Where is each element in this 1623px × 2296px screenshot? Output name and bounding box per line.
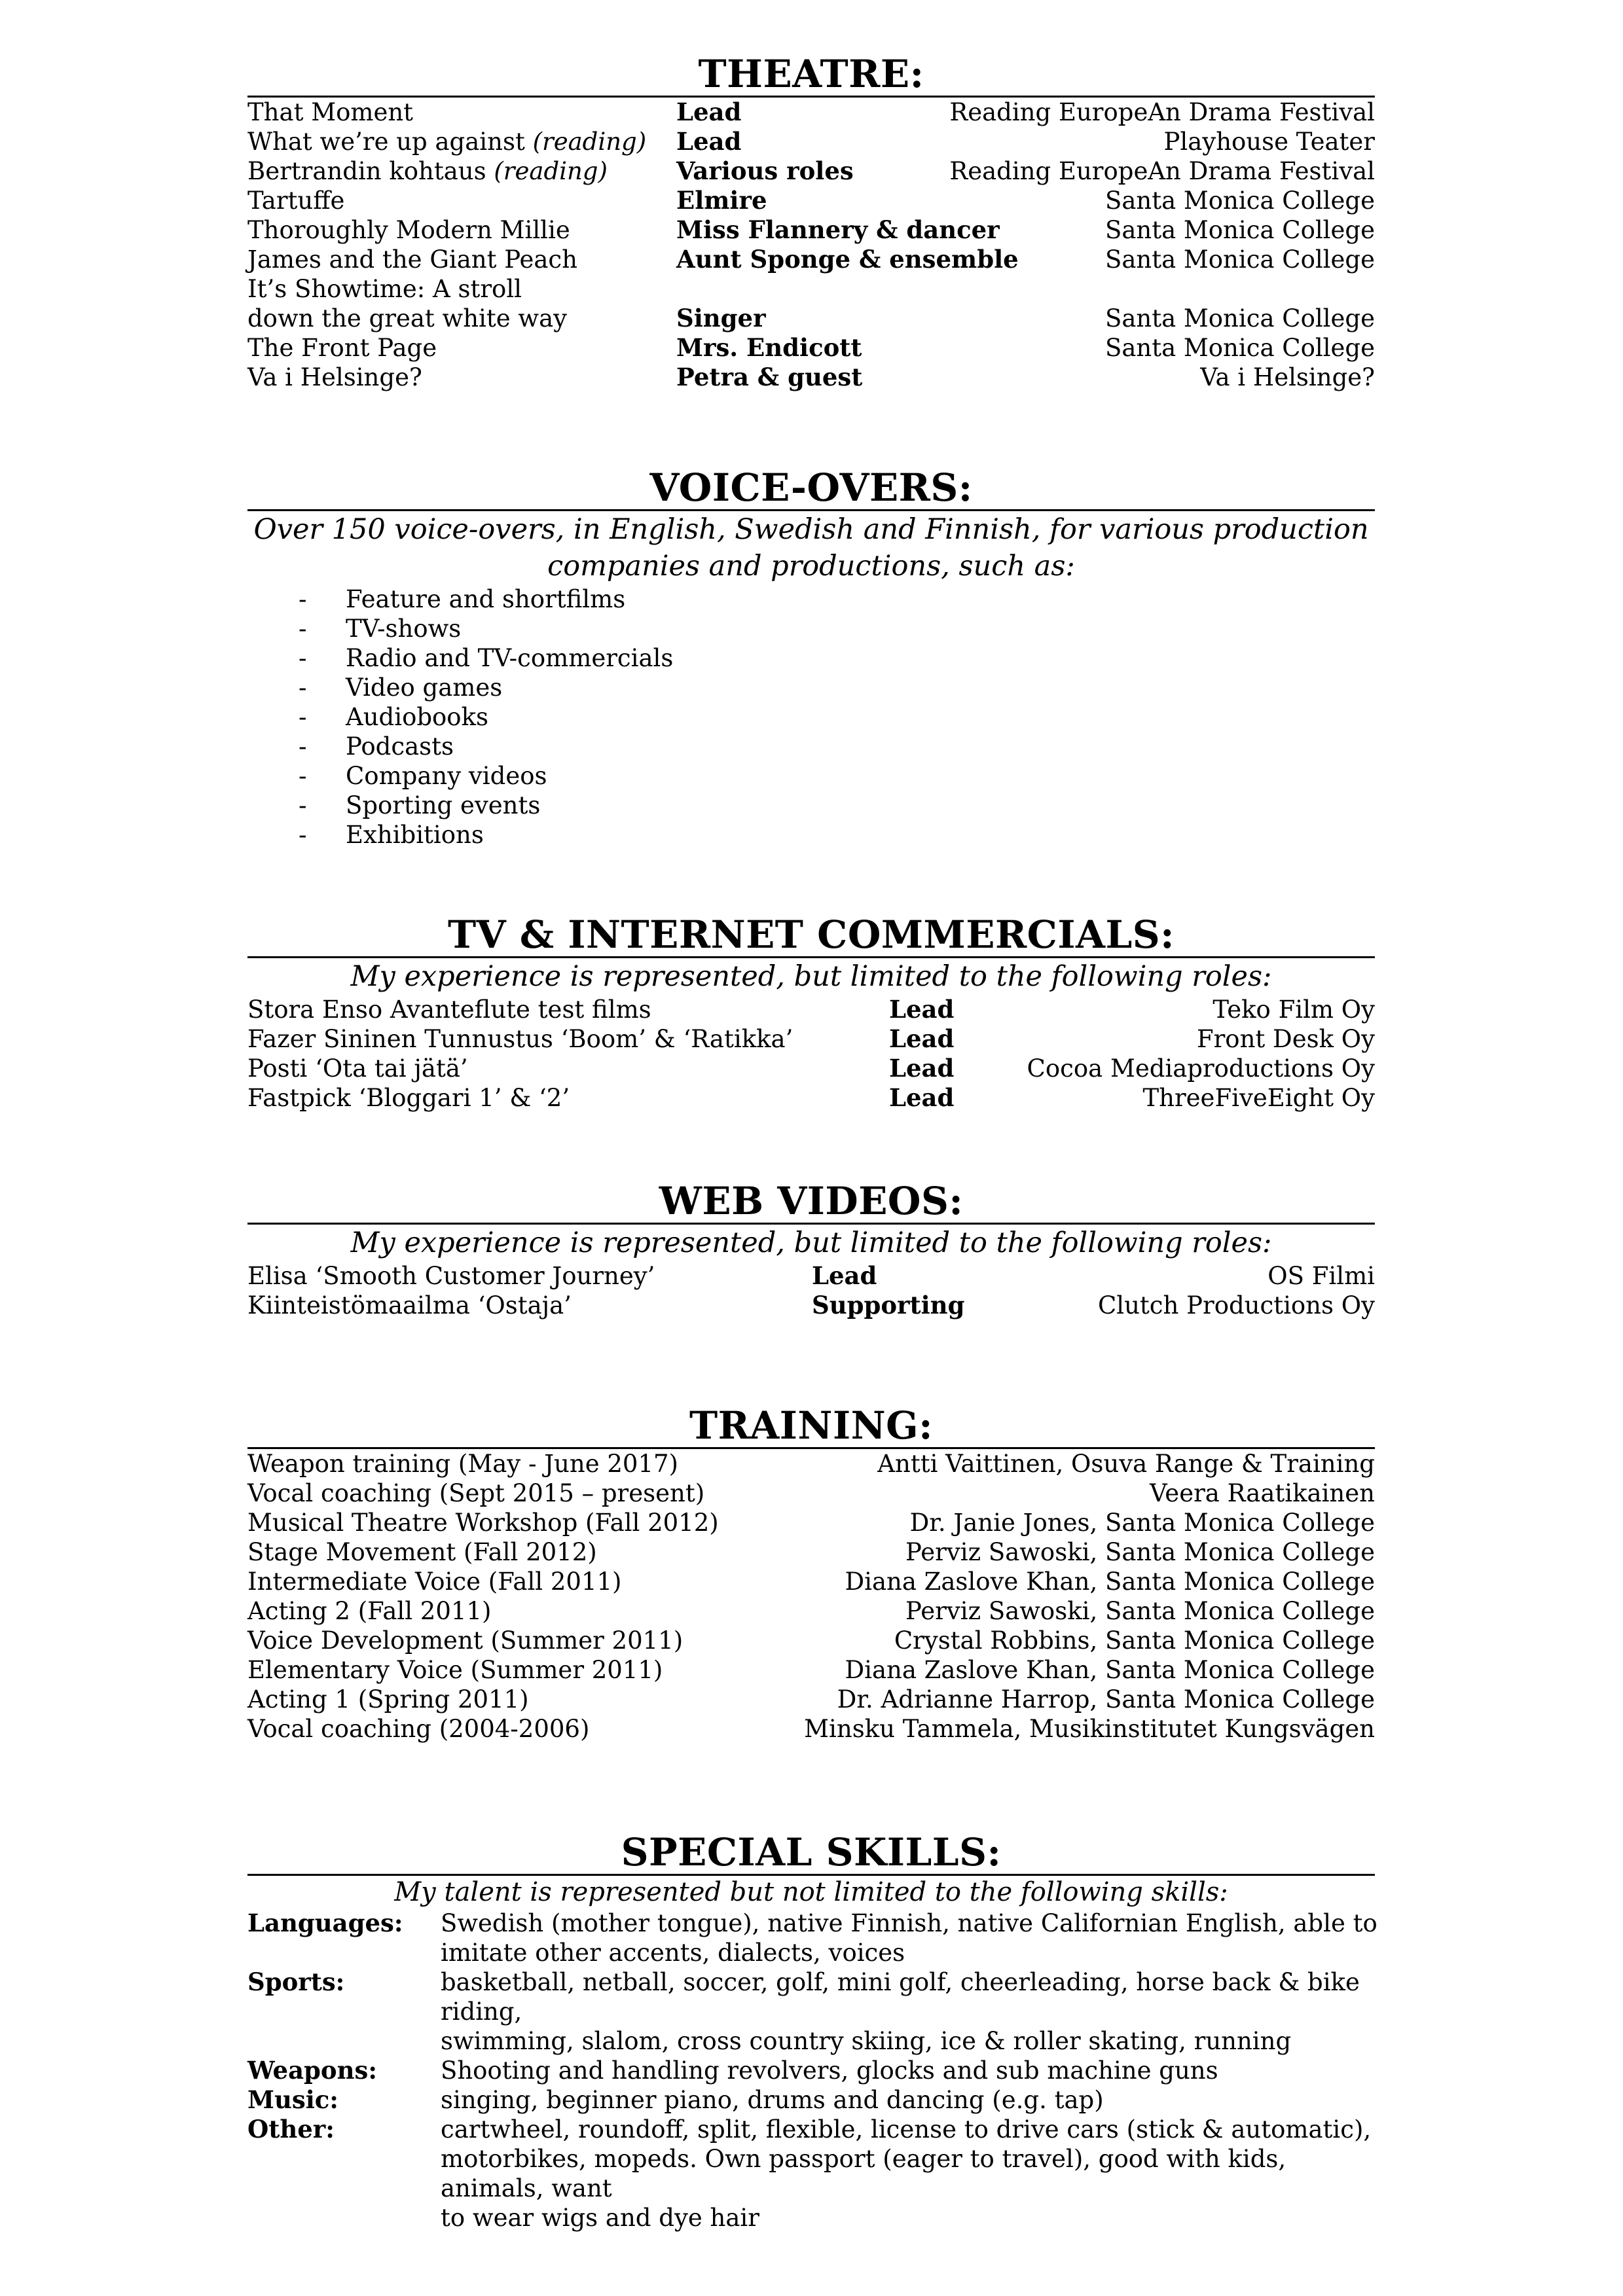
skill-row (247, 2056, 1375, 2085)
role: Lead (676, 98, 742, 126)
commercial-row (247, 995, 1375, 1024)
venue: Santa Monica College (1104, 245, 1375, 274)
teacher: Minsku Tammela, Musikinstitutet Kungsvägen (804, 1715, 1375, 1743)
bullet-dash: - (299, 585, 307, 613)
teacher: Dr. Adrianne Harrop, Santa Monica College (837, 1685, 1375, 1713)
role: Lead (889, 1054, 955, 1083)
role: Petra & guest (676, 363, 863, 391)
venue: Reading EuropeAn Drama Festival (949, 98, 1375, 126)
theatre-row (247, 333, 1375, 363)
skill-value: Shooting and handling revolvers, glocks and sub machine guns (441, 2056, 1218, 2085)
teacher: Veera Raatikainen (1149, 1479, 1375, 1507)
teacher: Diana Zaslove Khan, Santa Monica College (845, 1568, 1375, 1596)
role: Singer (676, 304, 766, 332)
training-row (247, 1508, 1375, 1537)
skill-label: Weapons: (247, 2056, 377, 2085)
course: Vocal coaching (2004-2006) (247, 1715, 590, 1743)
production-title: Fastpick ‘Bloggari 1’ & ‘2’ (247, 1084, 570, 1112)
role: Lead (889, 995, 955, 1024)
webvideo-row (247, 1291, 1375, 1320)
skill-value: cartwheel, roundoff, split, flexible, license to drive cars (stick & automatic), motorbikes, mopeds. Own passport (eager to travel), good with kids, animals, want to wear wigs and dye hair (441, 2115, 1372, 2232)
list-item: - Sporting events (299, 791, 541, 819)
webvideo-row (247, 1261, 1375, 1291)
production-title: What we’re up against (reading) (247, 128, 647, 156)
theatre-row (247, 186, 1375, 215)
bullet-dash: - (299, 644, 307, 672)
role: Lead (812, 1261, 877, 1290)
list-item: - TV-shows (299, 615, 462, 643)
theatre-list (247, 98, 1375, 392)
role: Elmire (676, 186, 767, 215)
webvideos-section (247, 1179, 1375, 1320)
section-intro (247, 511, 1375, 584)
training-row (247, 1537, 1375, 1567)
commercial-row (247, 1024, 1375, 1054)
list-item: - Feature and shortfilms (299, 585, 626, 613)
teacher: Perviz Sawoski, Santa Monica College (905, 1538, 1375, 1566)
list-item: - Exhibitions (299, 821, 484, 849)
skill-row (247, 2115, 1375, 2233)
company: Teko Film Oy (1213, 996, 1375, 1024)
theatre-section (247, 52, 1375, 392)
list-item: - Audiobooks (299, 703, 488, 731)
theatre-row (247, 98, 1375, 127)
bullet-dash: - (299, 615, 307, 643)
role: Various roles (676, 156, 854, 185)
training-row (247, 1449, 1375, 1479)
commercial-row (247, 1054, 1375, 1083)
bullet-dash: - (299, 762, 307, 790)
teacher: Crystal Robbins, Santa Monica College (894, 1626, 1375, 1655)
venue: Playhouse Teater (1163, 128, 1375, 156)
course: Acting 2 (Fall 2011) (247, 1597, 492, 1625)
skill-row (247, 2085, 1375, 2115)
theatre-row (247, 215, 1375, 245)
teacher: Diana Zaslove Khan, Santa Monica College (845, 1656, 1375, 1684)
production-title: Thoroughly Modern Millie (247, 216, 570, 244)
intro-line: Over 150 voice-overs, in English, Swedish and Finnish, for various production (253, 513, 1369, 546)
title-note: (reading) (494, 157, 608, 185)
theatre-row (247, 127, 1375, 156)
section-heading: VOICE-OVERS: (247, 466, 1375, 511)
training-row (247, 1714, 1375, 1744)
commercials-section (247, 913, 1375, 1113)
commercial-row (247, 1083, 1375, 1113)
production-title: The Front Page (247, 334, 437, 362)
course: Voice Development (Summer 2011) (247, 1626, 684, 1655)
venue: Va i Helsinge? (1200, 363, 1375, 391)
theatre-row (247, 363, 1375, 392)
skill-label: Other: (247, 2115, 335, 2144)
training-row (247, 1626, 1375, 1655)
section-intro: My experience is represented, but limited to the following roles: (350, 960, 1272, 993)
section-heading: TRAINING: (247, 1404, 1375, 1449)
production-title: Va i Helsinge? (247, 363, 422, 391)
skill-row (247, 1967, 1375, 2056)
production-title: Tartuffe (247, 187, 345, 215)
training-row (247, 1655, 1375, 1685)
production-title: Bertrandin kohtaus (reading) (247, 157, 608, 185)
teacher: Dr. Janie Jones, Santa Monica College (909, 1509, 1375, 1537)
teacher: Antti Vaittinen, Osuva Range & Training (877, 1450, 1375, 1478)
skill-value: singing, beginner piano, drums and dancing (e.g. tap) (441, 2086, 1104, 2114)
production-title: Stora Enso Avanteflute test films (247, 996, 651, 1024)
role: Lead (889, 1024, 955, 1053)
list-item: - Company videos (299, 762, 547, 790)
intro-line: companies and productions, such as: (547, 550, 1075, 583)
venue: Santa Monica College (1104, 216, 1375, 244)
bullet-dash: - (299, 732, 307, 761)
bullet-dash: - (299, 791, 307, 819)
list-item: - Podcasts (299, 732, 454, 761)
role: Miss Flannery & dancer (676, 215, 1000, 244)
course: Musical Theatre Workshop (Fall 2012) (247, 1509, 719, 1537)
course: Intermediate Voice (Fall 2011) (247, 1568, 622, 1596)
role: Lead (889, 1083, 955, 1112)
bullet-dash: - (299, 703, 307, 731)
title-note: (reading) (532, 128, 647, 156)
list-item: - Video games (299, 673, 503, 702)
training-section (247, 1404, 1375, 1744)
venue: Santa Monica College (1104, 334, 1375, 362)
venue: Santa Monica College (1104, 187, 1375, 215)
venue: Reading EuropeAn Drama Festival (949, 157, 1375, 185)
skill-value: Swedish (mother tongue), native Finnish, native Californian English, able to imitate other accents, dialects, voices (441, 1909, 1377, 1967)
role: Aunt Sponge & ensemble (676, 245, 1019, 274)
production-title: It’s Showtime: A stroll (247, 275, 522, 303)
section-heading: SPECIAL SKILLS: (247, 1831, 1375, 1876)
training-row (247, 1685, 1375, 1714)
bullet-dash: - (299, 673, 307, 702)
production-title: James and the Giant Peach (247, 245, 577, 274)
skill-row (247, 1909, 1375, 1967)
skill-label: Languages: (247, 1909, 403, 1937)
theatre-row (247, 156, 1375, 186)
company: Clutch Productions Oy (1097, 1291, 1375, 1319)
section-heading: WEB VIDEOS: (247, 1179, 1375, 1225)
production-title: Kiinteistömaailma ‘Ostaja’ (247, 1291, 572, 1319)
section-intro: My talent is represented but not limited to the following skills: (394, 1877, 1228, 1907)
company: OS Filmi (1267, 1262, 1375, 1290)
production-title: Fazer Sininen Tunnustus ‘Boom’ & ‘Ratikka’ (247, 1025, 793, 1053)
section-heading: THEATRE: (247, 52, 1375, 98)
skill-label: Sports: (247, 1967, 345, 1996)
theatre-row (247, 274, 1375, 304)
company: Front Desk Oy (1196, 1025, 1375, 1053)
theatre-row (247, 304, 1375, 333)
training-row (247, 1596, 1375, 1626)
skills-section (247, 1831, 1375, 2233)
training-row (247, 1479, 1375, 1508)
role: Lead (676, 127, 742, 156)
bullet-dash: - (299, 821, 307, 849)
training-row (247, 1567, 1375, 1596)
production-title: Posti ‘Ota tai jätä’ (247, 1054, 468, 1083)
skill-label: Music: (247, 2085, 338, 2114)
section-heading: TV & INTERNET COMMERCIALS: (247, 913, 1375, 958)
role: Supporting (812, 1291, 965, 1319)
teacher: Perviz Sawoski, Santa Monica College (905, 1597, 1375, 1625)
course: Vocal coaching (Sept 2015 – present) (247, 1479, 705, 1507)
company: ThreeFiveEight Oy (1142, 1084, 1375, 1112)
production-title: Elisa ‘Smooth Customer Journey’ (247, 1262, 655, 1290)
course: Elementary Voice (Summer 2011) (247, 1656, 663, 1684)
section-intro: My experience is represented, but limited to the following roles: (350, 1227, 1272, 1259)
role: Mrs. Endicott (676, 333, 862, 362)
course: Stage Movement (Fall 2012) (247, 1538, 597, 1566)
list-item: - Radio and TV-commercials (299, 644, 674, 672)
course: Acting 1 (Spring 2011) (247, 1685, 529, 1713)
company: Cocoa Mediaproductions Oy (1027, 1054, 1375, 1083)
venue: Santa Monica College (1104, 304, 1375, 332)
production-title: That Moment (247, 98, 414, 126)
course: Weapon training (May - June 2017) (247, 1450, 678, 1478)
voiceover-list (247, 584, 1375, 850)
theatre-row (247, 245, 1375, 274)
skill-value: basketball, netball, soccer, golf, mini golf, cheerleading, horse back & bike riding, swimming, slalom, cross country skiing, ice & roller skating, running (441, 1968, 1360, 2055)
production-title: down the great white way (247, 304, 568, 332)
voiceovers-section (247, 466, 1375, 850)
